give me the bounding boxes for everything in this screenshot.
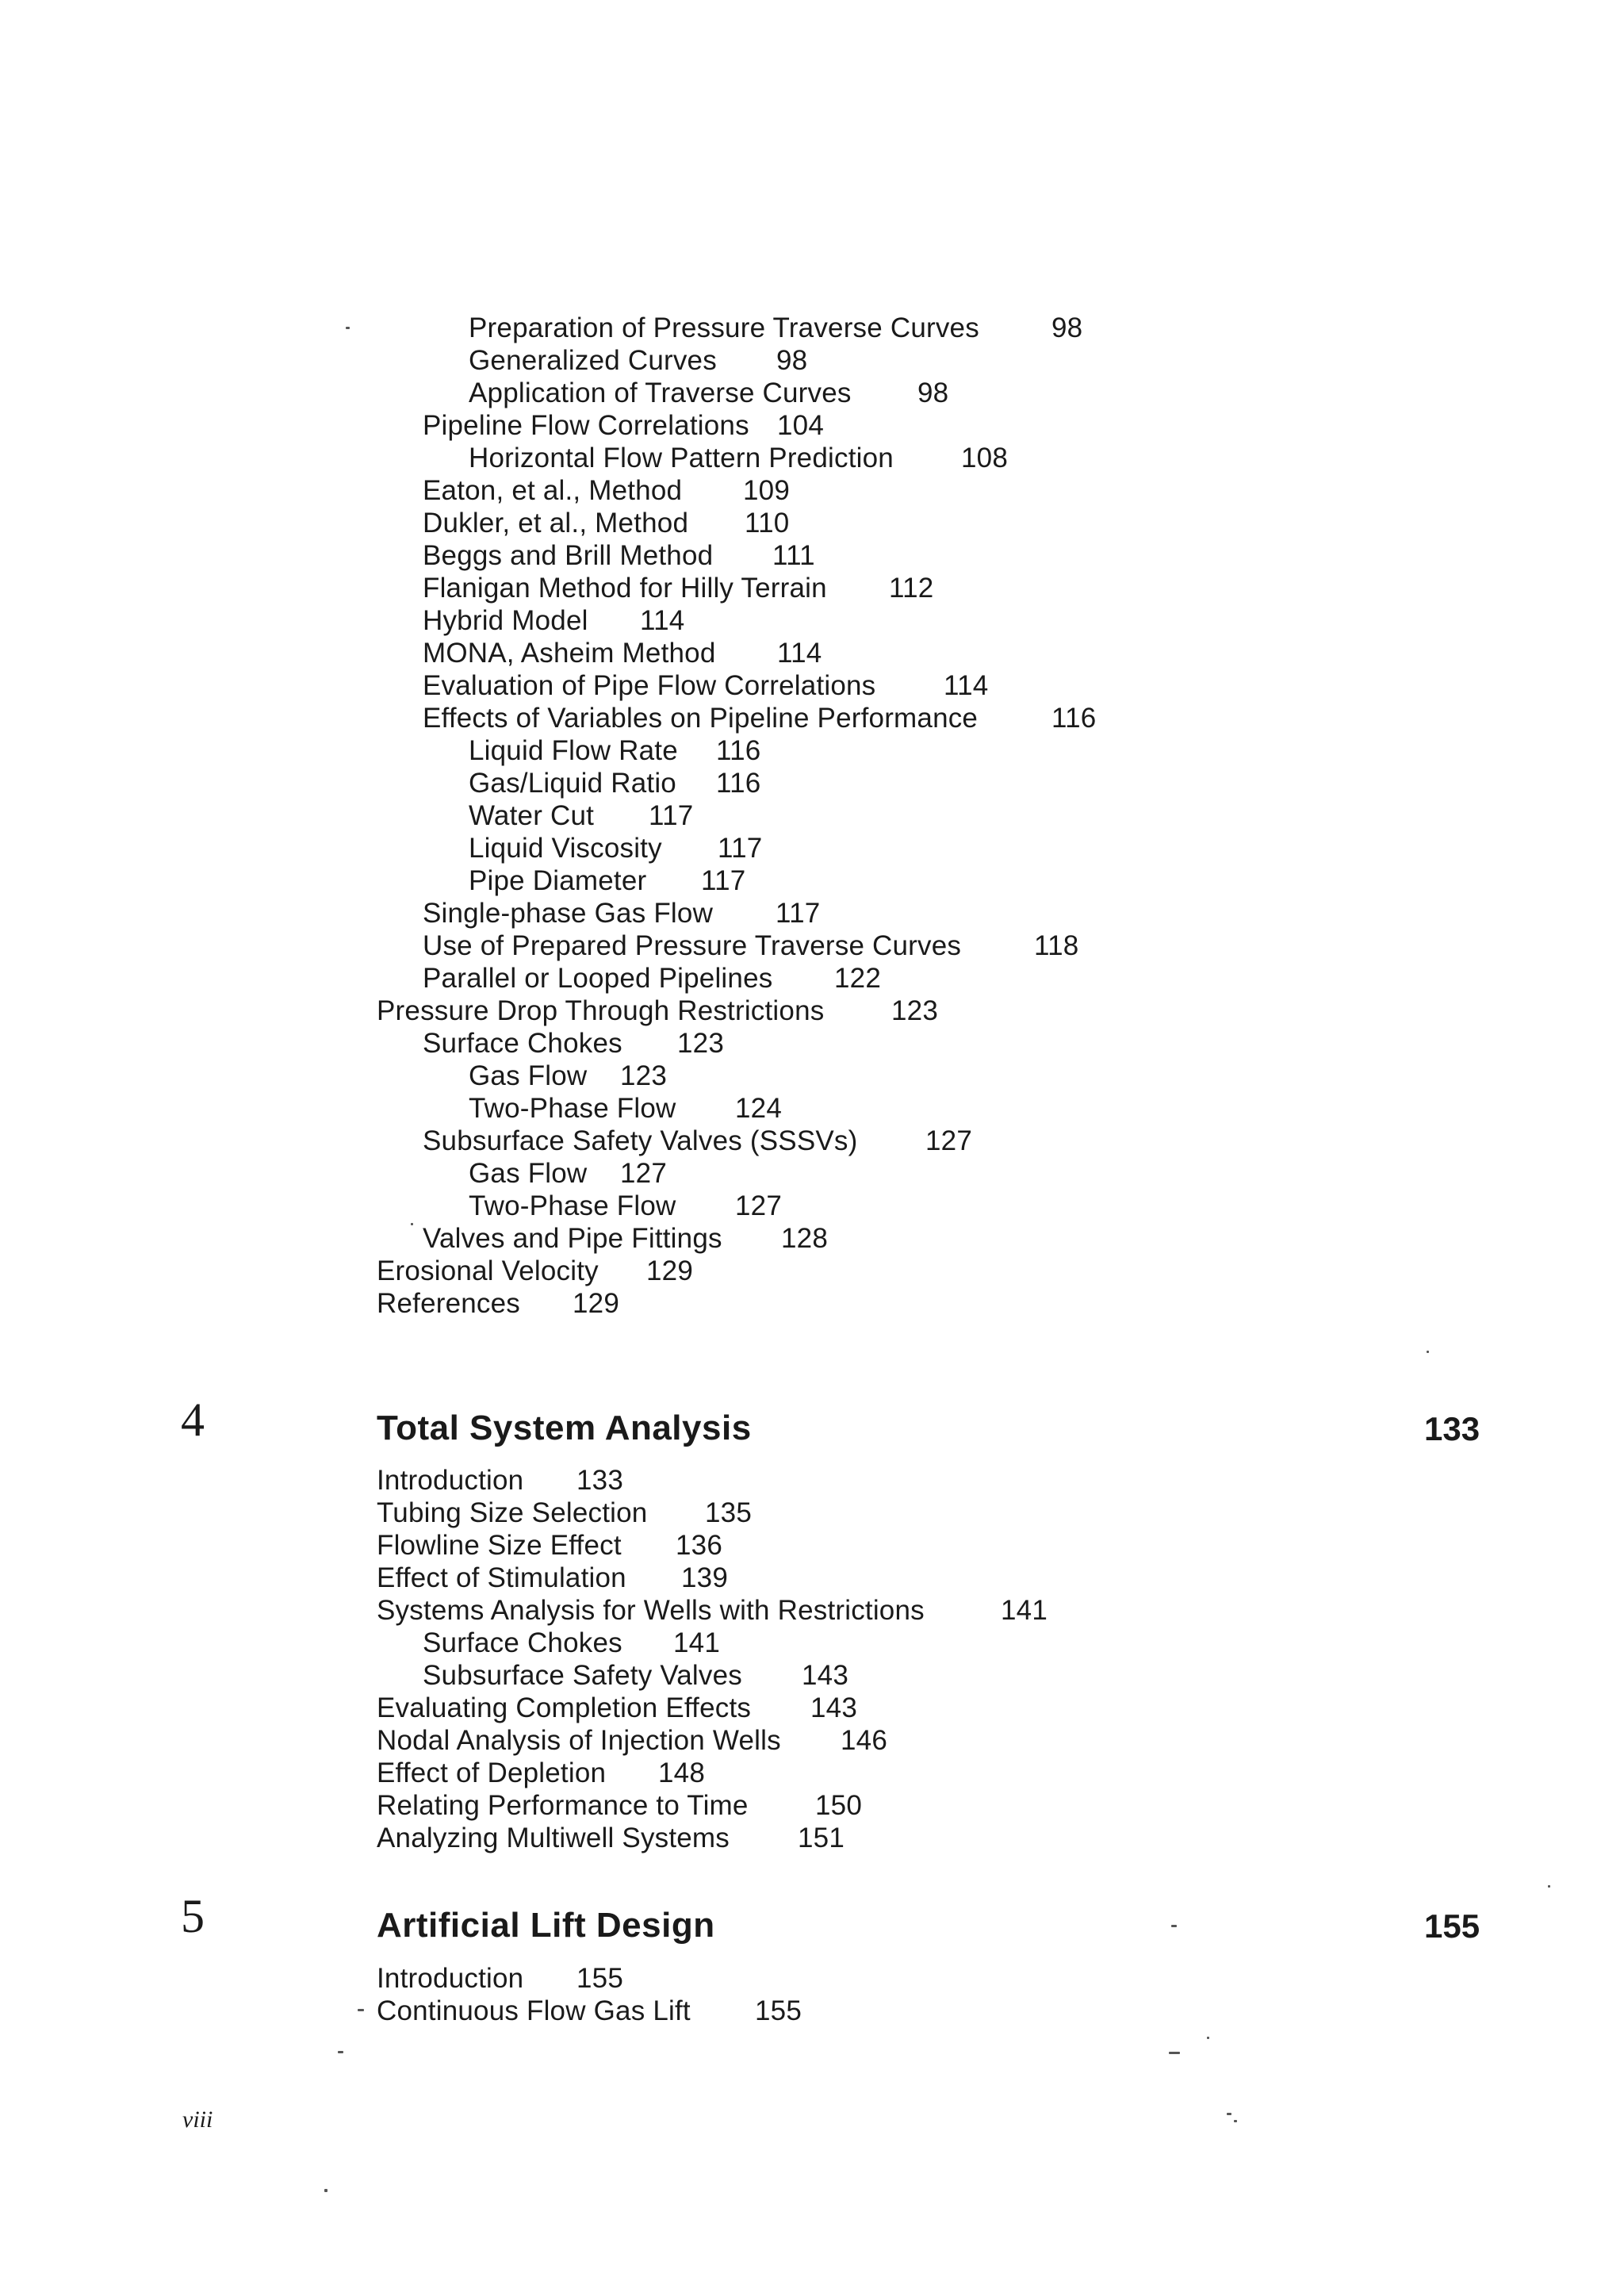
toc-entry-title: Dukler, et al., Method xyxy=(423,508,689,539)
toc-entry xyxy=(469,1158,667,1190)
toc-entry-page: 123 xyxy=(620,1060,667,1091)
toc-entry-title: Continuous Flow Gas Lift xyxy=(377,1995,691,2026)
toc-entry xyxy=(469,800,694,832)
toc-entry-title: Horizontal Flow Pattern Prediction xyxy=(469,443,894,473)
chapter-number: 5 xyxy=(181,1890,205,1942)
toc-entry-title: Relating Performance to Time xyxy=(377,1790,749,1821)
toc-entry xyxy=(423,638,822,669)
toc-entry-page: 116 xyxy=(1051,703,1097,734)
toc-entry-page: 112 xyxy=(889,573,934,604)
toc-entry xyxy=(423,963,881,995)
toc-entry-title: Eaton, et al., Method xyxy=(423,475,683,506)
toc-entry-title: Systems Analysis for Wells with Restrictions xyxy=(377,1595,925,1626)
scan-speck xyxy=(338,2051,343,2053)
toc-entry xyxy=(469,345,808,377)
toc-entry-title: Generalized Curves xyxy=(469,345,717,376)
toc-entry xyxy=(423,1660,848,1692)
scan-speck xyxy=(1427,1351,1429,1353)
toc-entry-page: 98 xyxy=(1051,312,1083,343)
toc-entry xyxy=(469,1060,667,1092)
toc-entry-page: 109 xyxy=(743,475,790,506)
scan-speck xyxy=(1171,1925,1177,1927)
toc-entry-page: 151 xyxy=(798,1823,845,1853)
toc-entry-title: Erosional Velocity xyxy=(377,1255,599,1286)
toc-entry-title: Tubing Size Selection xyxy=(377,1497,648,1528)
scan-speck xyxy=(411,1223,413,1225)
toc-entry-page: 117 xyxy=(776,898,821,929)
toc-entry xyxy=(423,898,821,930)
toc-entry xyxy=(423,1125,972,1157)
toc-entry xyxy=(423,573,934,604)
toc-entry-page: 127 xyxy=(735,1190,782,1221)
toc-entry-page: 116 xyxy=(716,735,761,766)
toc-entry-title: Effects of Variables on Pipeline Performance xyxy=(423,703,979,734)
toc-entry-title: Two-Phase Flow xyxy=(469,1093,676,1124)
toc-entry xyxy=(377,1823,845,1854)
toc-entry-page: 114 xyxy=(777,638,822,669)
toc-entry xyxy=(377,1790,862,1822)
toc-entry xyxy=(469,735,761,767)
toc-entry-page: 122 xyxy=(834,963,881,994)
toc-entry xyxy=(469,1093,782,1125)
toc-entry xyxy=(377,1757,705,1789)
toc-entry-title: Evaluation of Pipe Flow Correlations xyxy=(423,670,876,701)
toc-entry xyxy=(469,1190,782,1222)
toc-entry-page: 141 xyxy=(673,1627,720,1658)
scan-speck xyxy=(1227,2113,1231,2115)
toc-entry xyxy=(377,1255,693,1287)
scan-speck xyxy=(1234,2120,1237,2122)
toc-entry-page: 123 xyxy=(677,1028,724,1059)
toc-entry xyxy=(469,833,763,864)
toc-entry-page: 136 xyxy=(676,1530,722,1561)
toc-entry-page: 133 xyxy=(576,1465,623,1496)
toc-entry-title: Introduction xyxy=(377,1465,524,1496)
toc-entry-page: 129 xyxy=(646,1255,693,1286)
toc-entry xyxy=(423,930,1079,962)
toc-entry-page: 127 xyxy=(925,1125,972,1156)
toc-entry-page: 124 xyxy=(735,1093,782,1124)
toc-entry-title: Single-phase Gas Flow xyxy=(423,898,714,929)
toc-entry-title: Use of Prepared Pressure Traverse Curves xyxy=(423,930,962,961)
toc-entry-page: 98 xyxy=(776,345,808,376)
toc-entry-title: Surface Chokes xyxy=(423,1627,622,1658)
toc-entry-title: Effect of Stimulation xyxy=(377,1562,626,1593)
toc-entry-title: Preparation of Pressure Traverse Curves xyxy=(469,312,979,343)
toc-entry xyxy=(469,443,1008,474)
toc-entry-title: Gas Flow xyxy=(469,1060,588,1091)
toc-entry-page: 114 xyxy=(944,670,989,701)
toc-entry-page: 148 xyxy=(658,1757,705,1788)
toc-entry xyxy=(423,1627,720,1659)
toc-entry-page: 110 xyxy=(745,508,790,539)
toc-entry-page: 150 xyxy=(815,1790,862,1821)
toc-entry-page: 111 xyxy=(772,540,815,571)
toc-entry-title: Pipe Diameter xyxy=(469,865,647,896)
page-folio: viii xyxy=(182,2106,213,2133)
scan-speck xyxy=(324,2189,327,2192)
toc-entry-title: Water Cut xyxy=(469,800,595,831)
toc-entry-title: Application of Traverse Curves xyxy=(469,378,852,408)
toc-entry-title: Beggs and Brill Method xyxy=(423,540,714,571)
toc-entry xyxy=(423,410,824,442)
toc-entry-page: 155 xyxy=(755,1995,802,2026)
chapter-page: 155 xyxy=(1424,1907,1480,1945)
toc-entry xyxy=(377,1995,802,2027)
toc-entry xyxy=(469,865,746,897)
scan-speck xyxy=(1207,2037,1209,2039)
toc-entry-page: 139 xyxy=(681,1562,728,1593)
toc-entry-title: Introduction xyxy=(377,1963,524,1994)
toc-entry-page: 117 xyxy=(701,865,746,896)
chapter-title: Total System Analysis xyxy=(377,1409,752,1447)
toc-entry-page: 123 xyxy=(891,995,938,1026)
toc-entry-page: 108 xyxy=(961,443,1008,473)
toc-entry-title: Subsurface Safety Valves (SSSVs) xyxy=(423,1125,858,1156)
toc-entry xyxy=(377,1725,887,1757)
toc-entry-page: 116 xyxy=(716,768,761,799)
toc-entry xyxy=(377,995,938,1027)
toc-entry xyxy=(377,1963,623,1995)
toc-entry xyxy=(423,508,790,539)
toc-entry-page: 128 xyxy=(781,1223,828,1254)
toc-entry-title: Gas/Liquid Ratio xyxy=(469,768,676,799)
toc-entry-page: 98 xyxy=(917,378,949,408)
toc-entry-page: 117 xyxy=(718,833,763,864)
toc-entry xyxy=(377,1288,619,1320)
toc-entry xyxy=(423,540,815,572)
toc-entry-title: Two-Phase Flow xyxy=(469,1190,676,1221)
toc-entry-title: References xyxy=(377,1288,520,1319)
toc-entry-title: Pipeline Flow Correlations xyxy=(423,410,749,441)
toc-entry xyxy=(423,475,790,507)
toc-entry xyxy=(469,312,1083,344)
toc-entry-page: 129 xyxy=(573,1288,619,1319)
toc-entry-title: Liquid Flow Rate xyxy=(469,735,678,766)
toc-entry xyxy=(423,1223,828,1255)
toc-entry-title: MONA, Asheim Method xyxy=(423,638,716,669)
toc-entry-page: 143 xyxy=(802,1660,848,1691)
toc-entry-page: 114 xyxy=(640,605,685,636)
toc-entry-title: Parallel or Looped Pipelines xyxy=(423,963,773,994)
chapter-title: Artificial Lift Design xyxy=(377,1906,715,1945)
toc-entry xyxy=(423,703,1097,734)
toc-entry xyxy=(377,1465,623,1497)
scan-speck xyxy=(1548,1885,1550,1888)
toc-entry-title: Hybrid Model xyxy=(423,605,588,636)
chapter-page: 133 xyxy=(1424,1410,1480,1447)
toc-entry-page: 104 xyxy=(777,410,824,441)
toc-entry-title: Analyzing Multiwell Systems xyxy=(377,1823,730,1853)
toc-entry-page: 118 xyxy=(1034,930,1079,961)
toc-entry xyxy=(423,1028,724,1060)
toc-entry xyxy=(469,768,761,799)
toc-entry-page: 141 xyxy=(1001,1595,1048,1626)
toc-entry-title: Liquid Viscosity xyxy=(469,833,662,864)
toc-entry-title: Flowline Size Effect xyxy=(377,1530,622,1561)
toc-entry-page: 127 xyxy=(620,1158,667,1189)
toc-entry-title: Effect of Depletion xyxy=(377,1757,607,1788)
toc-entry-title: Gas Flow xyxy=(469,1158,588,1189)
toc-entry-title: Evaluating Completion Effects xyxy=(377,1692,752,1723)
toc-entry-page: 117 xyxy=(649,800,694,831)
toc-entry xyxy=(377,1595,1048,1627)
toc-entry-title: Surface Chokes xyxy=(423,1028,622,1059)
toc-entry-title: Valves and Pipe Fittings xyxy=(423,1223,722,1254)
scan-speck xyxy=(1169,2052,1180,2054)
toc-entry-page: 135 xyxy=(705,1497,752,1528)
toc-entry xyxy=(423,605,685,637)
toc-entry-page: 155 xyxy=(576,1963,623,1994)
toc-entry xyxy=(423,670,989,702)
toc-entry xyxy=(469,378,949,409)
toc-entry-page: 146 xyxy=(841,1725,887,1756)
toc-entry-title: Subsurface Safety Valves xyxy=(423,1660,742,1691)
scan-speck xyxy=(346,327,350,329)
toc-entry-title: Flanigan Method for Hilly Terrain xyxy=(423,573,827,604)
toc-entry-page: 143 xyxy=(810,1692,857,1723)
scan-speck xyxy=(358,2009,364,2011)
toc-entry xyxy=(377,1497,752,1529)
toc-entry xyxy=(377,1530,722,1562)
toc-entry xyxy=(377,1692,857,1724)
toc-entry-title: Nodal Analysis of Injection Wells xyxy=(377,1725,781,1756)
toc-entry xyxy=(377,1562,728,1594)
toc-entry-title: Pressure Drop Through Restrictions xyxy=(377,995,825,1026)
chapter-number: 4 xyxy=(181,1393,205,1446)
